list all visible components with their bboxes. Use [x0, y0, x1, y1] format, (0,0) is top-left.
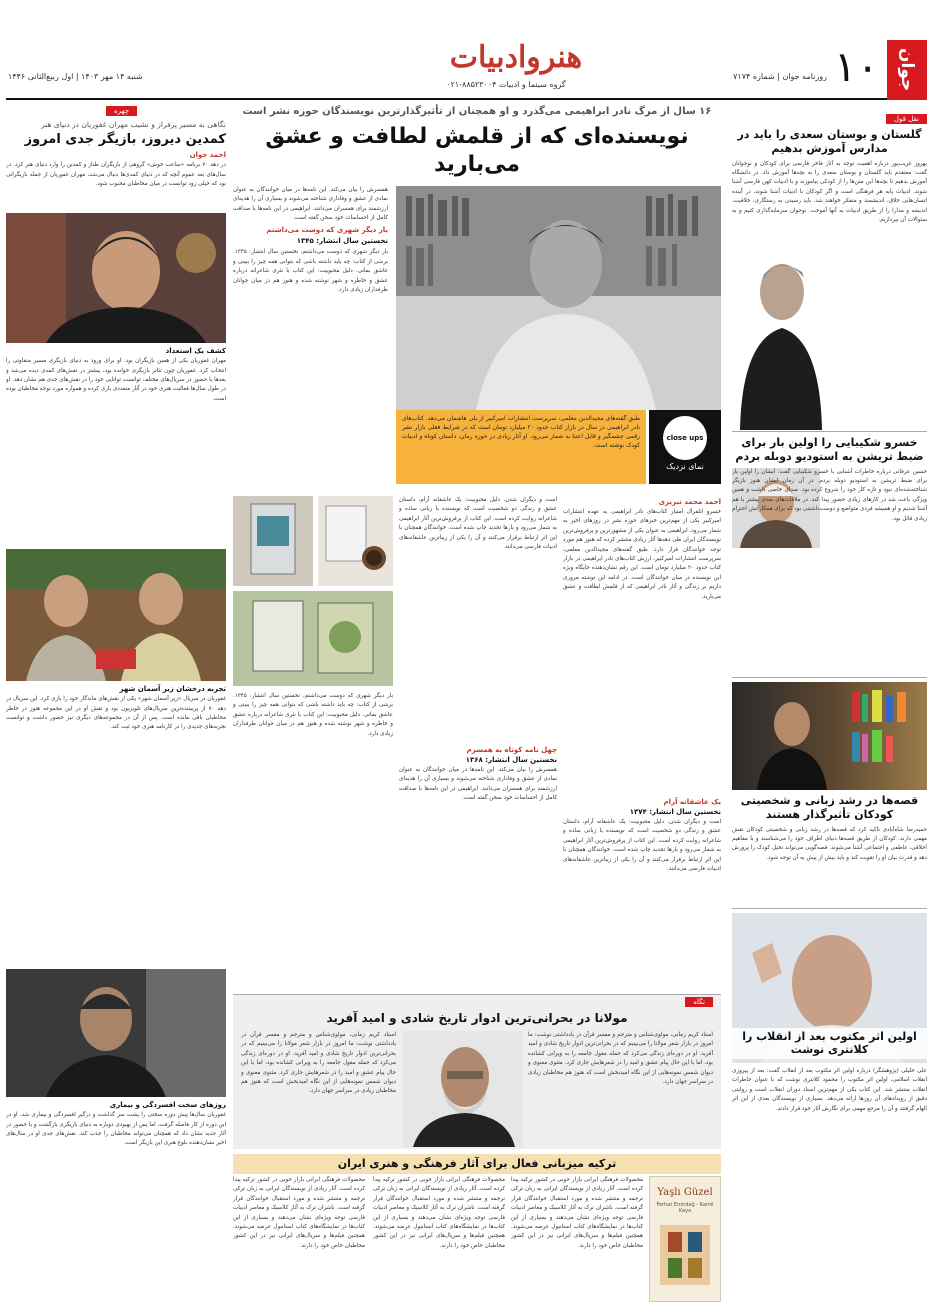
books-on-table-photo-icon: [233, 591, 393, 686]
middle-column: [233, 106, 721, 888]
main-byline: احمد محمد تبریزی: [658, 498, 721, 506]
quote-body: بهروز غریب‌پور درباره اهمیت توجه به آثار فاخر فارسی برای کودکان و نوجوانان گفت: معتقدم باید گلستان و بوستان سعدی را به بچه‌ها آموزش داد. در دانشگاه آموزش بدهیم تا بچه‌ها این متن‌ها را از کودکی بیاموزند و با ادبیات کهن فارسی آشنا شوند. ادبیات پایه هر فرهنگی است و اگر کودکان با ادبیات آشنا شوند، در آینده انسان‌هایی خلاق، اندیشمند و متفکر خواهند شد. باید رسیدن به رستگاری، خلاقیت، اندیشه و مدارا را از طریق ادبیات به آنها آموخت. نوجوان سرمایه‌گذاری کنیم و به سئوالات آن بپردازیم.: [732, 160, 927, 223]
main-sub1: یک عاشقانه آرام: [663, 798, 721, 806]
turkey-body-3: محصولات فرهنگی ایرانی بازار خوبی در کشور ترکیه پیدا کرده است. آثار زیادی از نویسندگان ایرانی به زبان ترکی ترجمه و منتشر شده و مورد استقبال خوانندگان قرار گرفته است. ناشران ترک به آثار کلاسیک و معاصر ادبیات فارسی توجه ویژه‌ای نشان می‌دهند و بسیاری از این کتاب‌ها در نمایشگاه‌های کتاب استانبول عرضه می‌شوند. همچنین فیلم‌ها و سریال‌های ایرانی نیز در این کشور مخاطبان خاص خود را دارند.: [233, 1177, 365, 1249]
ghafourian-photo-1: [6, 213, 226, 343]
left-headline: کمدین دیروز، بازیگر جدی امروز: [24, 132, 226, 147]
shakibaei-story: [732, 432, 927, 677]
portrait-photo-kalantari: [732, 913, 927, 1063]
left-byline: احمد جوان: [189, 151, 226, 160]
left-body3: غفوریان سال‌ها پیش دوره سختی را پشت سر گذاشت و درگیر افسردگی و بیماری شد. او در این دوره از کار فاصله گرفت، اما پس از بهبودی دوباره به دنیای بازیگری بازگشت و با حضور در آثار جدید نشان داد که همچنان می‌تواند مخاطبان را جذب کند. نقش‌های جدی او در سال‌های اخیر نشان‌دهنده بلوغ هنری این بازیگر است.: [6, 1112, 226, 1147]
left-sub2: تجربه درخشان زیر آسمان شهر: [119, 685, 226, 694]
bearded-man-photo-icon: [403, 1031, 523, 1147]
main-sub3-meta: نخستین سال انتشار: ۱۳۴۵: [296, 237, 388, 246]
photo-caption: طبق گفته‌های مجیدالدین معلمی، سرپرست انتشارات امیرکبیر از یلی هاشمان می‌دهد. کتاب‌های نادر ابراهیمی در سال در بازار کتاب حدود ۲۰ میلیارد تومان است که در شرایط فعلی بازار نشر رقمی چشمگیر و قابل اعتنا به شمار می‌رود. او آثار زیادی در حوزه رمان، داستان کوتاه و ادبیات کودک نوشته است.: [396, 410, 646, 484]
main-photo-ebrahimi: [396, 186, 721, 410]
section-subtitle: گروه سینما و ادبیات ۸۸۵۲۳۰۰۴-۰۲۱: [446, 80, 566, 89]
quote-tag: نقل قول: [886, 114, 927, 124]
book-cover-photo-1: [318, 496, 393, 586]
mowlana-box: [233, 994, 721, 1149]
left-body2: غفوریان در سریال «زیر آسمان شهر» یکی از نقش‌های ماندگار خود را بازی کرد. این سریال در دهه ۷۰ از پربیننده‌ترین سریال‌های تلویزیون بود و نقش او در این مجموعه هنوز در خاطر مخاطبان باقی مانده است. پس از آن در مجموعه‌های دیگری نیز حضور داشت و توانست تجربه‌های جدیدی را در کارنامه هنری خود ثبت کند.: [6, 696, 226, 731]
shakibaei-headline: خسرو شکیبایی را اولین بار برای ضبط تریشن به استودیو دوبله بردم: [735, 436, 924, 463]
left-column: [6, 106, 226, 1271]
ghafourian-photo-2: [6, 549, 226, 681]
main-col-b: است و دیگران شدن. دلیل محبوبیت: یک عاشقانه آرام، داستان عشق و زندگی دو شخصیت است که نویسنده با زبانی ساده و شاعرانه روایت کرده است. این کتاب از پرفروش‌ترین آثار ابراهیمی به شمار می‌رود و بارها تجدید چاپ شده است. خوانندگان همچنان با این اثر ارتباط برقرار می‌کنند و آن را یکی از زیباترین عاشقانه‌های ادبیات فارسی می‌دانند.: [399, 497, 557, 551]
main-col-a: خسرو اتلفرال امتیاز کتاب‌های نادر ابراهیمی به عهده انتشارات امیرکبیر یکی از مهم‌ترین خبرهای حوزه نشر در روزهای اخیر به شمار می‌رود. ابراهیمی به عنوان یکی از مشهورترین و پرفروش‌ترین نویسندگان ایران طی دهه‌ها آثار زیادی منتشر کرده که هنوز هم مورد توجه خوانندگان قرار دارد. طبق گفته‌های مجیدالدین معلمی، سرپرست انتشارات امیرکبیر، ارزش کتاب‌های نادر ابراهیمی در بازار کتاب حدود ۲۰ میلیارد تومان است. این رقم نشان‌دهنده جایگاه ویژه این نویسنده در میان خوانندگان است. در ادامه این نوشته مروری داریم بر زندگی و آثار نادر ابراهیمی که از قلمش لطافت و عشق می‌بارید.: [563, 509, 721, 600]
book-cover-photo-icon: [233, 496, 313, 586]
mowlana-body-right: استاد کریم زمانی، مولوی‌شناس و مترجم و مفسر قرآن در یادداشتی نوشت: ما امروز در بازار شعر مولانا را می‌بینیم که در بحرانی‌ترین ادوار تاریخ شادی و امید آفرید. او در دوره‌ای زندگی می‌کرد که حمله مغول جامعه را به ویرانی کشانده بود، اما با این حال پیام عشق و امید را در شعرهایش جاری کرد. مثنوی معنوی و دیوان شمس نمونه‌هایی از این نگاه امیدبخش است که هنوز هم مخاطبان زیادی در سراسر جهان دارد.: [528, 1032, 713, 1086]
mowlana-headline: مولانا در بحرانی‌ترین ادوار تاریخ شادی و امید آفرید: [326, 1011, 628, 1025]
turkey-book-cover: [649, 1176, 721, 1302]
main-col-c-text: بار دیگر شهری که دوست می‌داشتم، نخستین سال انتشار: ۱۳۴۵. برشی از کتاب: چه باید داشته باشی که بتوانی همه چیز را ببینی و عاشق بمانی. دلیل محبوبیت: این کتاب با نثری شاعرانه درباره عشق و خاطره و شهر نوشته شده و هنوز هم در میان جوانان طرفداران زیادی دارد.: [233, 249, 388, 294]
article-col-1: [563, 496, 721, 888]
book-cover-photo-3: [233, 591, 393, 686]
main-sub2-meta: نخستین سال انتشار: ۱۳۶۸: [465, 756, 557, 764]
quote-headline: گلستان و بوستان سعدی را باید در مدارس آموزش بدهیم: [737, 128, 922, 155]
book-coffee-photo-icon: [318, 496, 393, 586]
stories-children-headline: قصه‌ها در رشد زبانی و شخصیتی کودکان تأثیرگذار هستند: [740, 794, 919, 821]
main-kicker: ۱۶ سال از مرگ نادر ابراهیمی می‌گذرد و او همچنان از تأثیرگذارترین نویسندگان حوزه نشر است: [242, 106, 712, 117]
first-written-work-body: علی خلیلی (پژوهشگر) درباره اولین اثر مکتوب بعد از انقلاب گفت: بعد از پیروزی انقلاب اسلامی، اولین اثر مکتوب را محمود کلانتری نوشت که با عنوان خاطرات انقلاب منتشر شد. این کتاب یکی از مهم‌ترین اسناد دوران انقلاب است و روایتی دقیق از رویدادهای آن روزها ارائه می‌دهد. بسیاری از نویسندگان بعدی از این اثر الهام گرفتند و آن را مرجع مهمی برای نگارش آثار خود قرار دادند.: [732, 1068, 927, 1112]
left-sub1: کشف یک استعداد: [165, 347, 226, 356]
shakibaei-body: حسین عرفانی درباره خاطرات آشنایی با خسرو شکیبایی گفت: ایشان را اولین بار برای ضبط تریشن به استودیو دوبله بردم. در آن زمان ایشان هنوز بازیگر شناخته‌شده‌ای نبود و تازه کار خود را شروع کرده بود. صدای خاصی داشت و همین ویژگی باعث شد در کارهای زیادی حضور پیدا کند. در ملاقات‌های بعدی بیشتر با هم آشنا شدیم و او همیشه فردی متواضع و دوست‌داشتنی بود که برای همکارانش احترام زیادی قائل بود.: [732, 468, 927, 522]
mowlana-body-left: استاد کریم زمانی، مولوی‌شناس و مترجم و مفسر قرآن در یادداشتی نوشت: ما امروز در بازار شعر مولانا را می‌بینیم که در بحرانی‌ترین ادوار تاریخ شادی و امید آفرید. او در دوره‌ای زندگی می‌کرد که حمله مغول جامعه را به ویرانی کشانده بود، اما با این حال پیام عشق و امید را در شعرهایش جاری کرد. مثنوی معنوی و دیوان شمس نمونه‌هایی از این نگاه امیدبخش است که هنوز هم مخاطبان زیادی در سراسر جهان دارد.: [241, 1032, 396, 1095]
date-line: شنبه ۱۴ مهر ۱۴۰۳ | اول ربیع‌الثانی ۱۴۴۶: [8, 72, 143, 81]
left-body1: مهران غفوریان یکی از همین بازیگران بود. او برای ورود به دنیای بازیگری مسیر متفاوتی را انتخاب کرد. غفوریان چون تئاتر بازیگری خوانده بود، بیشتر در نقش‌های کمدی دیده می‌شد و بعدها با حضور در سریال‌های مختلف توانست توانایی خود را در نقش‌های جدی هم نشان دهد. او در طول سال‌ها فعالیت هنری خود در آثار متعددی بازی کرده و همواره مورد توجه مخاطبان بوده است.: [6, 358, 226, 402]
main-col-d-text: همسرش را بیان می‌کند. این نامه‌ها در میان خوانندگان به عنوان نمادی از عشق و وفاداری شناخته می‌شوند و بسیاری آن را هدیه‌ای ارزشمند برای همسران می‌دانند. ابراهیمی در این نامه‌ها با صداقت کامل از احساسات خود سخن گفته است.: [233, 187, 388, 222]
first-written-work-story: [732, 909, 927, 1219]
left-tag: چهره: [106, 106, 137, 116]
article-col-2: [399, 496, 557, 888]
main-col-b-2: همسرش را بیان می‌کند. این نامه‌ها در میان خوانندگان به عنوان نمادی از عشق و وفاداری شناخته می‌شوند و بسیاری آن را هدیه‌ای ارزشمند برای همسران می‌دانند. ابراهیمی در این نامه‌ها با صداقت کامل از احساسات خود سخن گفته است.: [399, 767, 557, 802]
left-intro: در دهه ۷۰ برنامه «ساعت خوش» گروهی از بازیگران طناز و کمدین را وارد دنیای هنر کرد. در سال‌های بعد عموم آنچه که در دنیای کمدی‌ها دنبال می‌شد، مهران غفوریان از جمله بازیگرانی بود که خیلی زود توانست در میان مخاطبان محبوب شود.: [6, 162, 226, 188]
author-portrait-photo-icon: [396, 186, 721, 410]
stories-children-body: حمیدرضا شاه‌آبادی تأکید کرد که قصه‌ها در رشد زبانی و شخصیتی کودکان نقش مهمی دارند. کودکان از طریق قصه‌ها دنیای اطراف خود را می‌شناسند و با مفاهیم اخلاقی، عاطفی و اجتماعی آشنا می‌شوند. قصه‌گویی می‌تواند تخیل کودک را پرورش دهد و قدرت بیان او را تقویت کند و باید بیش از پیش به آن توجه شود.: [732, 826, 927, 861]
main-sub3: بار دیگر شهری که دوست می‌داشتم: [266, 225, 388, 234]
issue-line: روزنامه جوان | شماره ۷۱۷۴: [733, 72, 827, 81]
main-sub2: چهل نامه کوتاه به همسرم: [466, 746, 557, 754]
page-number: ۱۰: [833, 42, 879, 91]
close-ups-badge: [649, 410, 721, 484]
main-col-d: [233, 186, 388, 496]
bookshelf-photo-icon: [732, 682, 927, 790]
quote-story: [732, 106, 927, 431]
main-col-a-2: است و دیگران شدن. دلیل محبوبیت: یک عاشقانه آرام، داستان عشق و زندگی دو شخصیت است که نویسنده با زبانی ساده و شاعرانه روایت کرده است. این کتاب از پرفروش‌ترین آثار ابراهیمی به شمار می‌رود و بارها تجدید چاپ شده است. خوانندگان همچنان با این اثر ارتباط برقرار می‌کنند و آن را یکی از زیباترین عاشقانه‌های ادبیات فارسی می‌دانند.: [563, 819, 721, 873]
stories-children-story: [732, 678, 927, 908]
main-headline: نویسنده‌ای که از قلمش لطافت و عشق می‌بارید: [265, 124, 689, 177]
first-written-work-headline: اولین اثر مکتوب بعد از انقلاب را کلانتری نوشت: [732, 1028, 927, 1060]
newspaper-logo: جوان: [887, 40, 927, 100]
portrait-photo-shahabadi: [732, 682, 927, 790]
left-sub3: روزهای سخت افسردگی و بیماری: [109, 1101, 226, 1110]
book-cover-title: Yaşlı Güzel: [657, 1187, 713, 1198]
book-cover-subtitle: Ferhat Emirdağ - Kamil Kaya: [656, 1202, 714, 1214]
right-column: [732, 106, 927, 1219]
turkey-headline: ترکیه میزبانی فعال برای آثار فرهنگی و هنری ایران: [233, 1154, 721, 1174]
main-sub1-meta: نخستین سال انتشار: ۱۳۷۴: [629, 808, 721, 816]
turkey-body-2: محصولات فرهنگی ایرانی بازار خوبی در کشور ترکیه پیدا کرده است. آثار زیادی از نویسندگان ایرانی به زبان ترکی ترجمه و منتشر شده و مورد استقبال خوانندگان قرار گرفته است. ناشران ترک به آثار کلاسیک و معاصر ادبیات فارسی توجه ویژه‌ای نشان می‌دهند و بسیاری از این کتاب‌ها در نمایشگاه‌های کتاب استانبول عرضه می‌شوند. همچنین فیلم‌ها و سریال‌های ایرانی نیز در این کشور مخاطبان خاص خود را دارند.: [373, 1177, 505, 1249]
mowlana-photo-zamani: [403, 1031, 523, 1147]
masthead: [6, 40, 927, 100]
mowlana-tag: نگاه: [685, 997, 713, 1007]
close-ups-circle-icon: close ups: [663, 416, 707, 460]
book-cover-photo-2: [233, 496, 313, 586]
turkey-story: [233, 1154, 721, 1304]
smiling-man-photo-icon: [6, 213, 226, 343]
serious-man-photo-icon: [6, 969, 226, 1097]
section-title: هنروادبیات: [449, 40, 583, 75]
left-kicker: نگاهی به مسیر پرفراز و نشیب مهران غفوریان در دنیای هنر: [41, 120, 226, 129]
close-ups-subtitle: نمای نزدیک: [666, 462, 704, 471]
ghafourian-photo-3: [6, 969, 226, 1097]
two-men-scene-photo-icon: [6, 549, 226, 681]
article-col-3: [233, 496, 393, 888]
turkey-body-1: محصولات فرهنگی ایرانی بازار خوبی در کشور ترکیه پیدا کرده است. آثار زیادی از نویسندگان ایرانی به زبان ترکی ترجمه و منتشر شده و مورد استقبال خوانندگان قرار گرفته است. ناشران ترک به آثار کلاسیک و معاصر ادبیات فارسی توجه ویژه‌ای نشان می‌دهند و بسیاری از این کتاب‌ها در نمایشگاه‌های کتاب استانبول عرضه می‌شوند. همچنین فیلم‌ها و سریال‌های ایرانی نیز در این کشور مخاطبان خاص خود را دارند.: [511, 1177, 643, 1249]
main-col-c: بار دیگر شهری که دوست می‌داشتم، نخستین سال انتشار: ۱۳۴۵. برشی از کتاب: چه باید داشته باشی که بتوانی همه چیز را ببینی و عاشق بمانی. دلیل محبوبیت: این کتاب با نثری شاعرانه درباره عشق و خاطره و شهر نوشته شده و هنوز هم در میان جوانان طرفداران زیادی دارد.: [233, 693, 393, 737]
book-cover-art-icon: [650, 1220, 720, 1290]
